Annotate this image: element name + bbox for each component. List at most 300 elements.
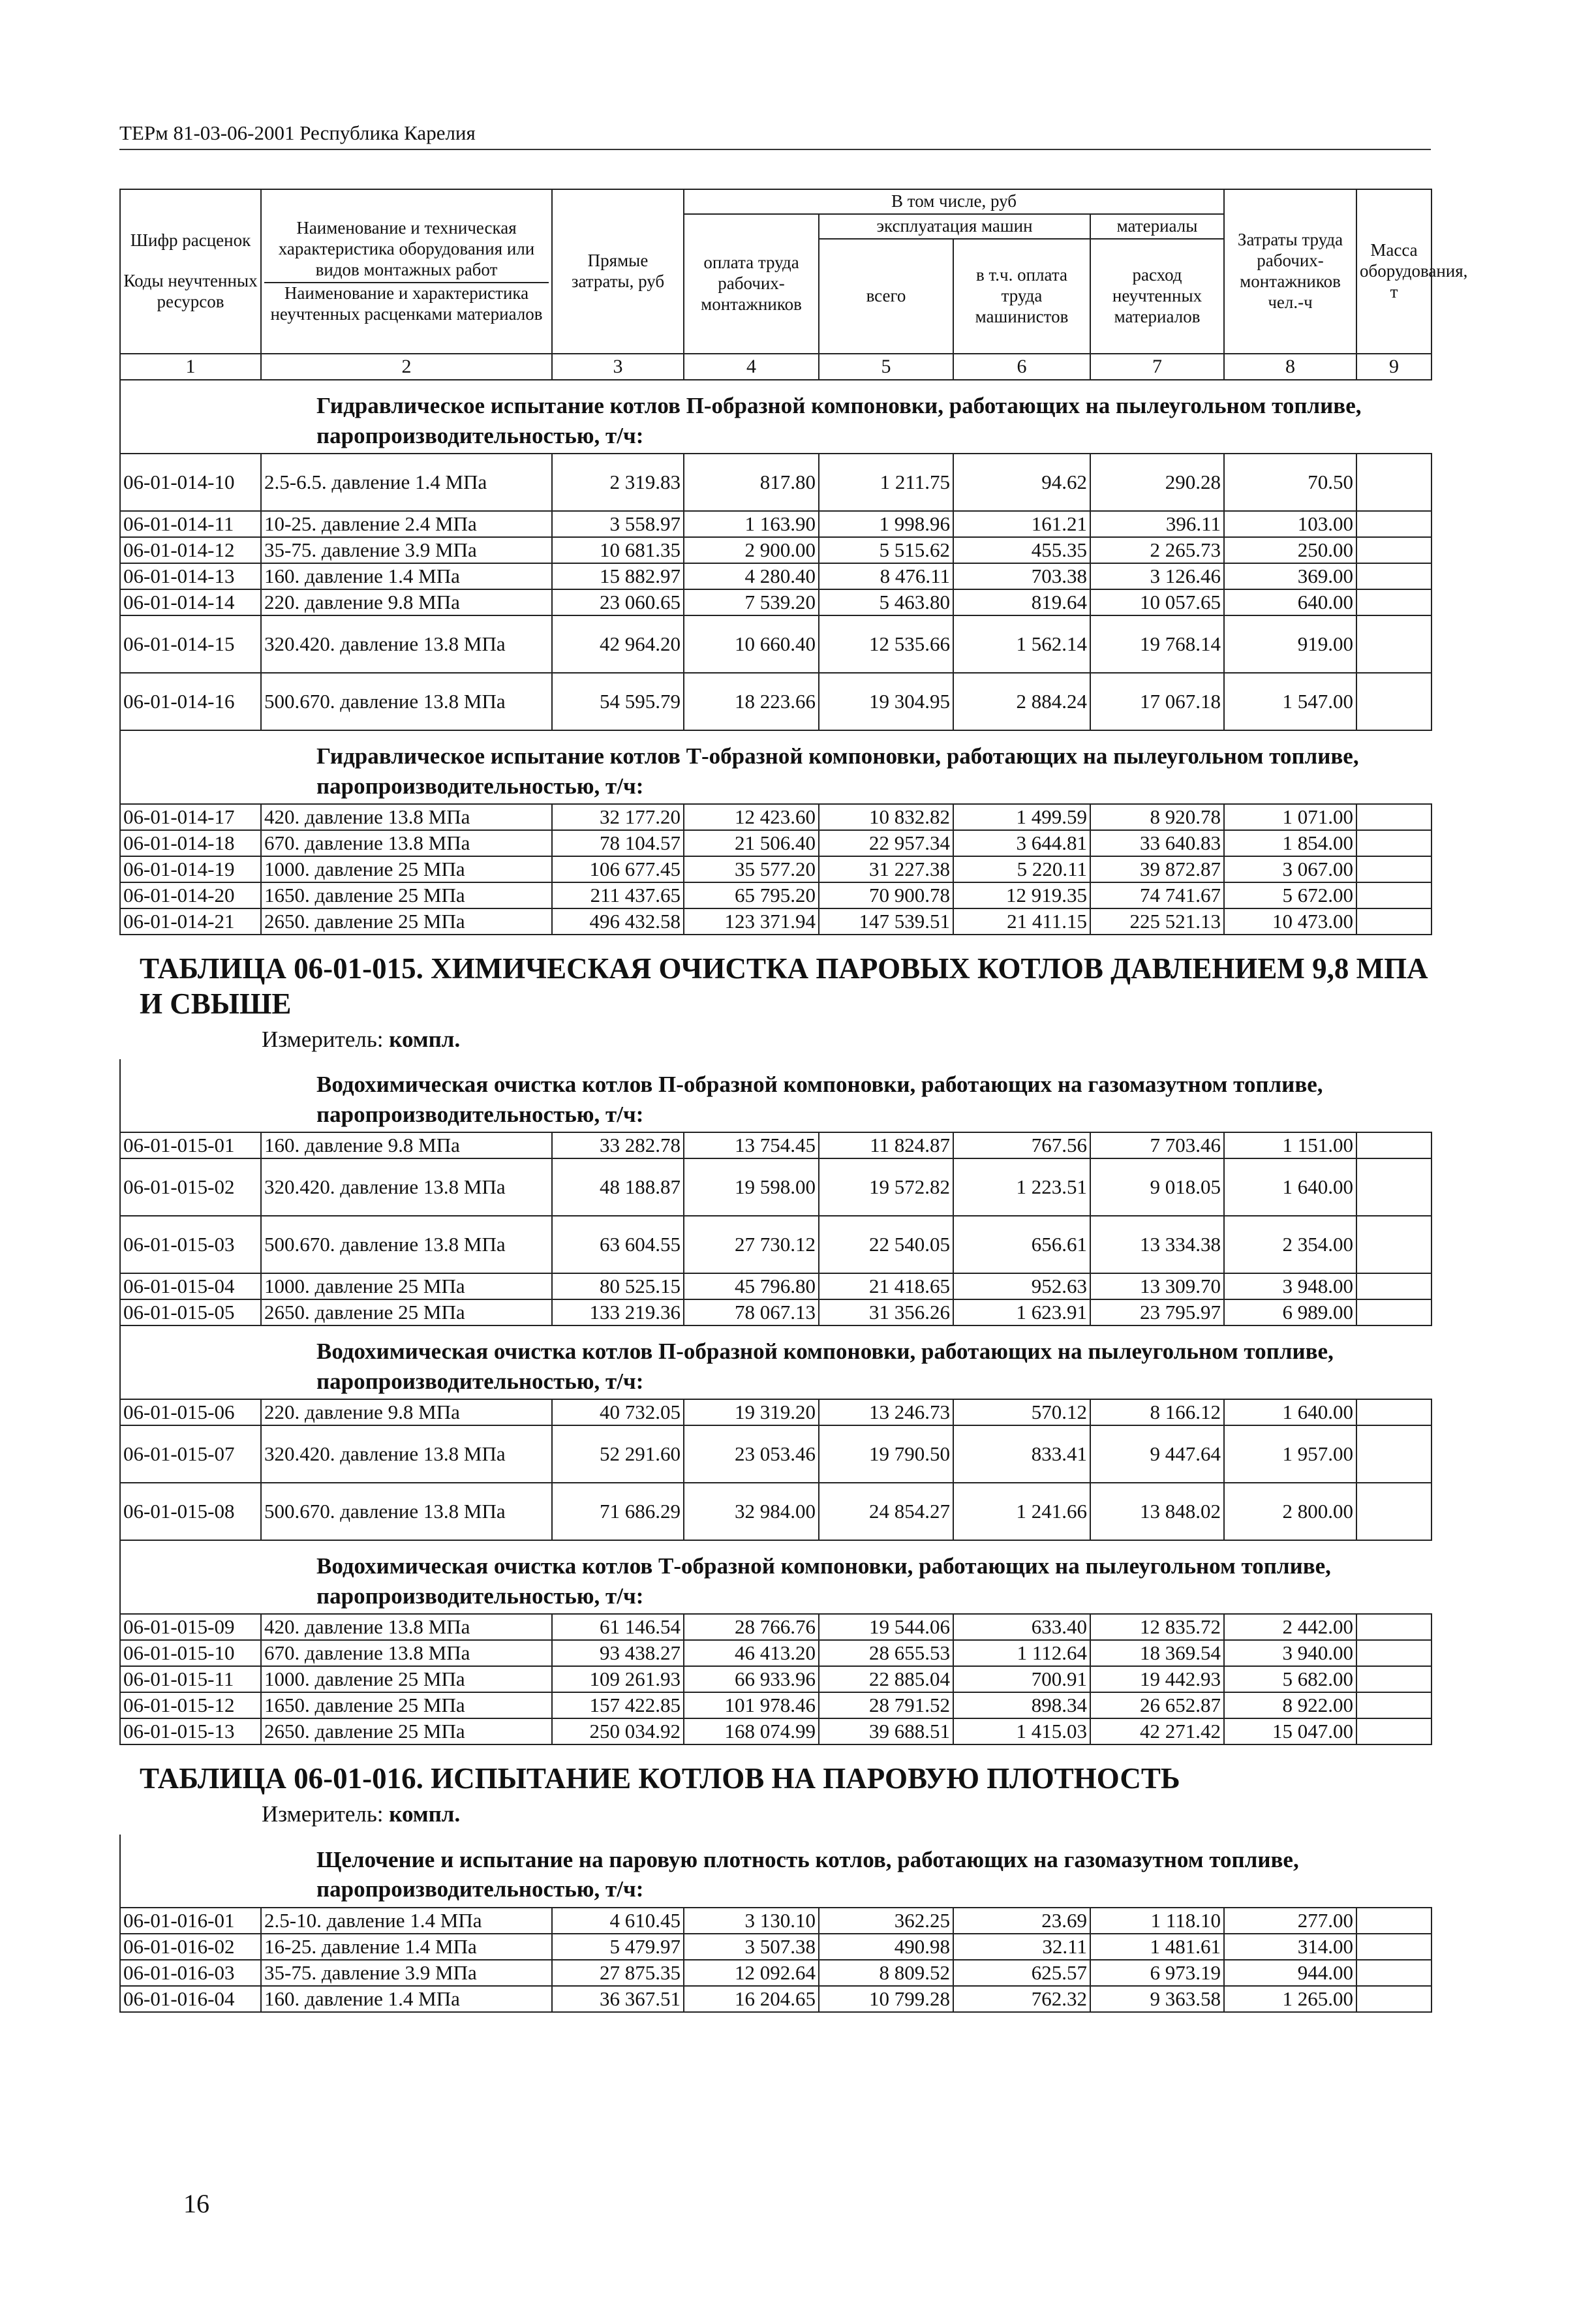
table-title-row bbox=[120, 1744, 1432, 1799]
row-direct-costs: 2 319.83 bbox=[552, 454, 684, 511]
row-name: 420. давление 13.8 МПа bbox=[261, 804, 552, 830]
header-labor-hours: Затраты труда рабочих-монтажников чел.-ч bbox=[1224, 189, 1356, 354]
table-row bbox=[120, 856, 1432, 882]
row-mass bbox=[1356, 1718, 1432, 1744]
row-labor-pay: 10 660.40 bbox=[684, 615, 819, 673]
row-labor-pay: 168 074.99 bbox=[684, 1718, 819, 1744]
row-labor-hours: 15 047.00 bbox=[1224, 1718, 1356, 1744]
row-operators-pay: 1 562.14 bbox=[953, 615, 1090, 673]
row-machines-total: 39 688.51 bbox=[819, 1718, 953, 1744]
row-direct-costs: 40 732.05 bbox=[552, 1399, 684, 1425]
row-labor-pay: 1 163.90 bbox=[684, 511, 819, 537]
row-direct-costs: 93 438.27 bbox=[552, 1640, 684, 1666]
row-direct-costs: 23 060.65 bbox=[552, 589, 684, 615]
row-mass bbox=[1356, 589, 1432, 615]
row-materials: 9 447.64 bbox=[1090, 1425, 1224, 1483]
row-labor-hours: 2 442.00 bbox=[1224, 1614, 1356, 1640]
column-number: 4 bbox=[684, 354, 819, 380]
row-direct-costs: 54 595.79 bbox=[552, 673, 684, 730]
table-title-cell bbox=[120, 1744, 1432, 1799]
column-number: 2 bbox=[261, 354, 552, 380]
row-materials: 3 126.46 bbox=[1090, 563, 1224, 589]
row-materials: 396.11 bbox=[1090, 511, 1224, 537]
row-materials: 13 334.38 bbox=[1090, 1216, 1224, 1273]
row-code: 06-01-014-17 bbox=[120, 804, 261, 830]
row-name: 1650. давление 25 МПа bbox=[261, 882, 552, 908]
table-row bbox=[120, 882, 1432, 908]
row-machines-total: 8 476.11 bbox=[819, 563, 953, 589]
row-labor-pay: 19 598.00 bbox=[684, 1158, 819, 1216]
table-row bbox=[120, 537, 1432, 563]
row-labor-pay: 817.80 bbox=[684, 454, 819, 511]
section-caption: Водохимическая очистка котлов П-образной компоновки, работающих на газомазутном топливе, паропроизводительностью, т/ч: bbox=[120, 1059, 1432, 1132]
row-machines-total: 19 544.06 bbox=[819, 1614, 953, 1640]
section-caption-row bbox=[120, 1835, 1432, 1908]
row-labor-hours: 1 640.00 bbox=[1224, 1158, 1356, 1216]
row-name: 220. давление 9.8 МПа bbox=[261, 1399, 552, 1425]
row-materials: 6 973.19 bbox=[1090, 1960, 1224, 1986]
row-materials: 1 481.61 bbox=[1090, 1934, 1224, 1960]
row-direct-costs: 109 261.93 bbox=[552, 1666, 684, 1692]
row-labor-pay: 3 130.10 bbox=[684, 1908, 819, 1934]
row-labor-hours: 1 265.00 bbox=[1224, 1986, 1356, 2012]
header-mass: Масса оборудования, т bbox=[1356, 189, 1432, 354]
row-operators-pay: 898.34 bbox=[953, 1692, 1090, 1718]
row-mass bbox=[1356, 1273, 1432, 1299]
row-materials: 33 640.83 bbox=[1090, 830, 1224, 856]
column-number: 3 bbox=[552, 354, 684, 380]
header-col1-top: Шифр расценок bbox=[130, 230, 251, 251]
header-col2-top: Наименование и техническая характеристика оборудования или видов монтажных работ bbox=[264, 218, 549, 283]
row-name: 2650. давление 25 МПа bbox=[261, 1718, 552, 1744]
table-row bbox=[120, 908, 1432, 935]
row-code: 06-01-016-02 bbox=[120, 1934, 261, 1960]
row-direct-costs: 496 432.58 bbox=[552, 908, 684, 935]
section-caption: Гидравлическое испытание котлов Т-образной компоновки, работающих на пылеугольном топливе, паропроизводительностью, т/ч: bbox=[120, 730, 1432, 804]
table-row bbox=[120, 1216, 1432, 1273]
table-row bbox=[120, 1273, 1432, 1299]
row-mass bbox=[1356, 1483, 1432, 1540]
row-name: 220. давление 9.8 МПа bbox=[261, 589, 552, 615]
row-code: 06-01-014-11 bbox=[120, 511, 261, 537]
section-caption-row bbox=[120, 1325, 1432, 1399]
row-name: 500.670. давление 13.8 МПа bbox=[261, 673, 552, 730]
row-labor-hours: 1 640.00 bbox=[1224, 1399, 1356, 1425]
row-direct-costs: 3 558.97 bbox=[552, 511, 684, 537]
row-direct-costs: 78 104.57 bbox=[552, 830, 684, 856]
column-number: 5 bbox=[819, 354, 953, 380]
row-code: 06-01-015-05 bbox=[120, 1299, 261, 1325]
row-mass bbox=[1356, 1132, 1432, 1158]
row-operators-pay: 1 415.03 bbox=[953, 1718, 1090, 1744]
row-mass bbox=[1356, 1425, 1432, 1483]
section-caption: Гидравлическое испытание котлов П-образной компоновки, работающих на пылеугольном топливе, паропроизводительностью, т/ч: bbox=[120, 380, 1432, 454]
row-operators-pay: 455.35 bbox=[953, 537, 1090, 563]
row-materials: 19 768.14 bbox=[1090, 615, 1224, 673]
row-name: 670. давление 13.8 МПа bbox=[261, 1640, 552, 1666]
row-operators-pay: 656.61 bbox=[953, 1216, 1090, 1273]
row-code: 06-01-016-04 bbox=[120, 1986, 261, 2012]
row-operators-pay: 3 644.81 bbox=[953, 830, 1090, 856]
row-operators-pay: 21 411.15 bbox=[953, 908, 1090, 935]
row-labor-hours: 8 922.00 bbox=[1224, 1692, 1356, 1718]
row-machines-total: 10 799.28 bbox=[819, 1986, 953, 2012]
row-machines-total: 31 356.26 bbox=[819, 1299, 953, 1325]
row-operators-pay: 762.32 bbox=[953, 1986, 1090, 2012]
row-labor-pay: 66 933.96 bbox=[684, 1666, 819, 1692]
row-operators-pay: 625.57 bbox=[953, 1960, 1090, 1986]
row-code: 06-01-014-13 bbox=[120, 563, 261, 589]
running-header: ТЕРм 81-03-06-2001 Республика Карелия bbox=[119, 121, 1431, 150]
row-machines-total: 31 227.38 bbox=[819, 856, 953, 882]
row-labor-hours: 1 151.00 bbox=[1224, 1132, 1356, 1158]
row-operators-pay: 819.64 bbox=[953, 589, 1090, 615]
table-row bbox=[120, 1399, 1432, 1425]
row-labor-pay: 12 092.64 bbox=[684, 1960, 819, 1986]
measure-value: компл. bbox=[389, 1027, 461, 1052]
row-name: 670. давление 13.8 МПа bbox=[261, 830, 552, 856]
row-mass bbox=[1356, 1934, 1432, 1960]
row-materials: 7 703.46 bbox=[1090, 1132, 1224, 1158]
row-labor-pay: 28 766.76 bbox=[684, 1614, 819, 1640]
table-body bbox=[120, 380, 1432, 2012]
row-name: 1650. давление 25 МПа bbox=[261, 1692, 552, 1718]
row-direct-costs: 42 964.20 bbox=[552, 615, 684, 673]
column-number: 8 bbox=[1224, 354, 1356, 380]
row-mass bbox=[1356, 908, 1432, 935]
row-direct-costs: 61 146.54 bbox=[552, 1614, 684, 1640]
row-labor-hours: 1 547.00 bbox=[1224, 673, 1356, 730]
row-mass bbox=[1356, 673, 1432, 730]
section-caption: Водохимическая очистка котлов П-образной компоновки, работающих на пылеугольном топливе, паропроизводительностью, т/ч: bbox=[120, 1325, 1432, 1399]
table-row bbox=[120, 1614, 1432, 1640]
row-operators-pay: 833.41 bbox=[953, 1425, 1090, 1483]
table-row bbox=[120, 804, 1432, 830]
table-row bbox=[120, 563, 1432, 589]
section-caption-row bbox=[120, 1059, 1432, 1132]
row-machines-total: 5 515.62 bbox=[819, 537, 953, 563]
header-materials: материалы bbox=[1090, 214, 1224, 239]
row-name: 16-25. давление 1.4 МПа bbox=[261, 1934, 552, 1960]
row-operators-pay: 952.63 bbox=[953, 1273, 1090, 1299]
row-operators-pay: 1 499.59 bbox=[953, 804, 1090, 830]
table-row bbox=[120, 1718, 1432, 1744]
row-direct-costs: 33 282.78 bbox=[552, 1132, 684, 1158]
row-code: 06-01-014-20 bbox=[120, 882, 261, 908]
row-labor-hours: 3 940.00 bbox=[1224, 1640, 1356, 1666]
row-labor-hours: 2 354.00 bbox=[1224, 1216, 1356, 1273]
table-row bbox=[120, 1483, 1432, 1540]
row-labor-hours: 2 800.00 bbox=[1224, 1483, 1356, 1540]
row-mass bbox=[1356, 1666, 1432, 1692]
row-code: 06-01-015-01 bbox=[120, 1132, 261, 1158]
row-mass bbox=[1356, 1692, 1432, 1718]
row-direct-costs: 27 875.35 bbox=[552, 1960, 684, 1986]
row-operators-pay: 633.40 bbox=[953, 1614, 1090, 1640]
row-labor-pay: 12 423.60 bbox=[684, 804, 819, 830]
table-title-row bbox=[120, 935, 1432, 1024]
table-row bbox=[120, 673, 1432, 730]
row-operators-pay: 700.91 bbox=[953, 1666, 1090, 1692]
row-labor-pay: 7 539.20 bbox=[684, 589, 819, 615]
header-col1-bottom: Коды неучтенных ресурсов bbox=[123, 271, 258, 311]
row-name: 1000. давление 25 МПа bbox=[261, 856, 552, 882]
row-machines-total: 8 809.52 bbox=[819, 1960, 953, 1986]
row-mass bbox=[1356, 563, 1432, 589]
table-row bbox=[120, 615, 1432, 673]
row-machines-total: 24 854.27 bbox=[819, 1483, 953, 1540]
measure-label: Измеритель: bbox=[262, 1801, 384, 1827]
row-machines-total: 22 957.34 bbox=[819, 830, 953, 856]
row-code: 06-01-015-07 bbox=[120, 1425, 261, 1483]
row-labor-hours: 369.00 bbox=[1224, 563, 1356, 589]
measure-row bbox=[120, 1799, 1432, 1834]
row-materials: 13 848.02 bbox=[1090, 1483, 1224, 1540]
row-mass bbox=[1356, 1399, 1432, 1425]
row-machines-total: 28 791.52 bbox=[819, 1692, 953, 1718]
row-name: 160. давление 9.8 МПа bbox=[261, 1132, 552, 1158]
row-direct-costs: 36 367.51 bbox=[552, 1986, 684, 2012]
column-number: 9 bbox=[1356, 354, 1432, 380]
row-mass bbox=[1356, 1299, 1432, 1325]
column-number: 1 bbox=[120, 354, 261, 380]
row-machines-total: 19 790.50 bbox=[819, 1425, 953, 1483]
page-number: 16 bbox=[183, 2189, 209, 2218]
row-direct-costs: 52 291.60 bbox=[552, 1425, 684, 1483]
row-direct-costs: 106 677.45 bbox=[552, 856, 684, 882]
row-materials: 13 309.70 bbox=[1090, 1273, 1224, 1299]
row-labor-pay: 3 507.38 bbox=[684, 1934, 819, 1960]
row-labor-pay: 46 413.20 bbox=[684, 1640, 819, 1666]
row-labor-hours: 6 989.00 bbox=[1224, 1299, 1356, 1325]
row-machines-total: 5 463.80 bbox=[819, 589, 953, 615]
table-row bbox=[120, 1986, 1432, 2012]
row-code: 06-01-014-15 bbox=[120, 615, 261, 673]
column-numbers-row bbox=[120, 354, 1432, 380]
row-materials: 17 067.18 bbox=[1090, 673, 1224, 730]
header-machines-total: всего bbox=[819, 239, 953, 354]
row-mass bbox=[1356, 1216, 1432, 1273]
row-code: 06-01-015-04 bbox=[120, 1273, 261, 1299]
row-mass bbox=[1356, 1986, 1432, 2012]
row-labor-hours: 919.00 bbox=[1224, 615, 1356, 673]
row-labor-pay: 2 900.00 bbox=[684, 537, 819, 563]
row-labor-hours: 3 948.00 bbox=[1224, 1273, 1356, 1299]
table-row bbox=[120, 1960, 1432, 1986]
row-code: 06-01-015-12 bbox=[120, 1692, 261, 1718]
row-labor-hours: 314.00 bbox=[1224, 1934, 1356, 1960]
row-mass bbox=[1356, 804, 1432, 830]
row-machines-total: 70 900.78 bbox=[819, 882, 953, 908]
section-caption: Щелочение и испытание на паровую плотность котлов, работающих на газомазутном топливе, паропроизводительностью, т/ч: bbox=[120, 1835, 1432, 1908]
row-direct-costs: 48 188.87 bbox=[552, 1158, 684, 1216]
row-operators-pay: 767.56 bbox=[953, 1132, 1090, 1158]
row-operators-pay: 1 241.66 bbox=[953, 1483, 1090, 1540]
row-machines-total: 1 998.96 bbox=[819, 511, 953, 537]
table-title: ТАБЛИЦА 06-01-015. ХИМИЧЕСКАЯ ОЧИСТКА ПАРОВЫХ КОТЛОВ ДАВЛЕНИЕМ 9,8 МПА И СВЫШЕ bbox=[140, 952, 1428, 1020]
row-labor-hours: 250.00 bbox=[1224, 537, 1356, 563]
row-machines-total: 147 539.51 bbox=[819, 908, 953, 935]
row-code: 06-01-014-16 bbox=[120, 673, 261, 730]
row-name: 160. давление 1.4 МПа bbox=[261, 1986, 552, 2012]
row-name: 2.5-6.5. давление 1.4 МПа bbox=[261, 454, 552, 511]
row-materials: 8 920.78 bbox=[1090, 804, 1224, 830]
row-code: 06-01-014-19 bbox=[120, 856, 261, 882]
row-labor-pay: 101 978.46 bbox=[684, 1692, 819, 1718]
table-header bbox=[120, 189, 1468, 380]
row-labor-pay: 65 795.20 bbox=[684, 882, 819, 908]
row-machines-total: 21 418.65 bbox=[819, 1273, 953, 1299]
row-labor-pay: 18 223.66 bbox=[684, 673, 819, 730]
row-mass bbox=[1356, 882, 1432, 908]
header-unaccounted-materials: расход неучтенных материалов bbox=[1090, 239, 1224, 354]
row-materials: 42 271.42 bbox=[1090, 1718, 1224, 1744]
row-code: 06-01-015-11 bbox=[120, 1666, 261, 1692]
table-title: ТАБЛИЦА 06-01-016. ИСПЫТАНИЕ КОТЛОВ НА ПАРОВУЮ ПЛОТНОСТЬ bbox=[140, 1762, 1180, 1795]
row-mass bbox=[1356, 1614, 1432, 1640]
row-materials: 225 521.13 bbox=[1090, 908, 1224, 935]
row-materials: 2 265.73 bbox=[1090, 537, 1224, 563]
row-labor-pay: 32 984.00 bbox=[684, 1483, 819, 1540]
row-labor-hours: 277.00 bbox=[1224, 1908, 1356, 1934]
measure-label: Измеритель: bbox=[262, 1027, 384, 1052]
row-name: 2.5-10. давление 1.4 МПа bbox=[261, 1908, 552, 1934]
row-mass bbox=[1356, 1960, 1432, 1986]
row-name: 35-75. давление 3.9 МПа bbox=[261, 1960, 552, 1986]
row-name: 1000. давление 25 МПа bbox=[261, 1273, 552, 1299]
table-row bbox=[120, 1158, 1432, 1216]
row-materials: 8 166.12 bbox=[1090, 1399, 1224, 1425]
row-machines-total: 13 246.73 bbox=[819, 1399, 953, 1425]
row-code: 06-01-015-08 bbox=[120, 1483, 261, 1540]
row-materials: 26 652.87 bbox=[1090, 1692, 1224, 1718]
row-labor-hours: 103.00 bbox=[1224, 511, 1356, 537]
row-labor-hours: 10 473.00 bbox=[1224, 908, 1356, 935]
row-operators-pay: 23.69 bbox=[953, 1908, 1090, 1934]
row-name: 500.670. давление 13.8 МПа bbox=[261, 1216, 552, 1273]
row-materials: 9 363.58 bbox=[1090, 1986, 1224, 2012]
row-name: 2650. давление 25 МПа bbox=[261, 908, 552, 935]
table-row bbox=[120, 1640, 1432, 1666]
row-operators-pay: 12 919.35 bbox=[953, 882, 1090, 908]
row-machines-total: 362.25 bbox=[819, 1908, 953, 1934]
row-operators-pay: 703.38 bbox=[953, 563, 1090, 589]
row-code: 06-01-015-02 bbox=[120, 1158, 261, 1216]
row-labor-pay: 78 067.13 bbox=[684, 1299, 819, 1325]
header-machines: эксплуатация машин bbox=[819, 214, 1090, 239]
row-code: 06-01-016-03 bbox=[120, 1960, 261, 1986]
table-row bbox=[120, 1908, 1432, 1934]
row-mass bbox=[1356, 615, 1432, 673]
row-machines-total: 1 211.75 bbox=[819, 454, 953, 511]
row-labor-hours: 1 854.00 bbox=[1224, 830, 1356, 856]
row-name: 2650. давление 25 МПа bbox=[261, 1299, 552, 1325]
row-operators-pay: 2 884.24 bbox=[953, 673, 1090, 730]
header-name-cell bbox=[261, 189, 552, 354]
row-machines-total: 28 655.53 bbox=[819, 1640, 953, 1666]
section-caption: Водохимическая очистка котлов Т-образной компоновки, работающих на пылеугольном топливе, паропроизводительностью, т/ч: bbox=[120, 1540, 1432, 1614]
row-code: 06-01-014-21 bbox=[120, 908, 261, 935]
row-labor-pay: 4 280.40 bbox=[684, 563, 819, 589]
row-name: 1000. давление 25 МПа bbox=[261, 1666, 552, 1692]
row-name: 500.670. давление 13.8 МПа bbox=[261, 1483, 552, 1540]
header-col2-bottom: Наименование и характеристика неучтенных расценками материалов bbox=[270, 283, 543, 324]
row-machines-total: 19 304.95 bbox=[819, 673, 953, 730]
row-machines-total: 11 824.87 bbox=[819, 1132, 953, 1158]
row-code: 06-01-015-10 bbox=[120, 1640, 261, 1666]
measure-value: компл. bbox=[389, 1801, 461, 1827]
row-direct-costs: 32 177.20 bbox=[552, 804, 684, 830]
row-materials: 74 741.67 bbox=[1090, 882, 1224, 908]
row-materials: 19 442.93 bbox=[1090, 1666, 1224, 1692]
row-mass bbox=[1356, 856, 1432, 882]
row-direct-costs: 71 686.29 bbox=[552, 1483, 684, 1540]
row-materials: 23 795.97 bbox=[1090, 1299, 1224, 1325]
table-row bbox=[120, 1299, 1432, 1325]
row-machines-total: 19 572.82 bbox=[819, 1158, 953, 1216]
row-operators-pay: 1 623.91 bbox=[953, 1299, 1090, 1325]
row-machines-total: 22 885.04 bbox=[819, 1666, 953, 1692]
column-number: 6 bbox=[953, 354, 1090, 380]
section-caption-row bbox=[120, 380, 1432, 454]
rates-table bbox=[119, 189, 1468, 2013]
row-labor-hours: 5 672.00 bbox=[1224, 882, 1356, 908]
row-direct-costs: 157 422.85 bbox=[552, 1692, 684, 1718]
row-labor-hours: 640.00 bbox=[1224, 589, 1356, 615]
row-mass bbox=[1356, 1640, 1432, 1666]
header-operators-pay: в т.ч. оплата труда машинистов bbox=[953, 239, 1090, 354]
measure-cell bbox=[120, 1799, 1432, 1834]
row-operators-pay: 94.62 bbox=[953, 454, 1090, 511]
row-name: 160. давление 1.4 МПа bbox=[261, 563, 552, 589]
header-code-cell bbox=[120, 189, 261, 354]
row-name: 320.420. давление 13.8 МПа bbox=[261, 1425, 552, 1483]
measure-row bbox=[120, 1024, 1432, 1059]
row-direct-costs: 5 479.97 bbox=[552, 1934, 684, 1960]
row-machines-total: 490.98 bbox=[819, 1934, 953, 1960]
header-labor-pay: оплата труда рабочих-монтажников bbox=[684, 214, 819, 354]
table-row bbox=[120, 511, 1432, 537]
row-materials: 1 118.10 bbox=[1090, 1908, 1224, 1934]
row-labor-pay: 23 053.46 bbox=[684, 1425, 819, 1483]
row-direct-costs: 10 681.35 bbox=[552, 537, 684, 563]
row-name: 35-75. давление 3.9 МПа bbox=[261, 537, 552, 563]
measure-cell bbox=[120, 1024, 1432, 1059]
row-direct-costs: 133 219.36 bbox=[552, 1299, 684, 1325]
row-materials: 9 018.05 bbox=[1090, 1158, 1224, 1216]
row-labor-pay: 21 506.40 bbox=[684, 830, 819, 856]
table-row bbox=[120, 1132, 1432, 1158]
row-labor-hours: 1 957.00 bbox=[1224, 1425, 1356, 1483]
table-row bbox=[120, 1425, 1432, 1483]
row-code: 06-01-014-14 bbox=[120, 589, 261, 615]
table-row bbox=[120, 454, 1432, 511]
row-labor-hours: 1 071.00 bbox=[1224, 804, 1356, 830]
row-mass bbox=[1356, 1158, 1432, 1216]
row-code: 06-01-015-06 bbox=[120, 1399, 261, 1425]
row-labor-hours: 944.00 bbox=[1224, 1960, 1356, 1986]
row-labor-pay: 19 319.20 bbox=[684, 1399, 819, 1425]
table-title-cell bbox=[120, 935, 1432, 1024]
row-operators-pay: 1 112.64 bbox=[953, 1640, 1090, 1666]
row-name: 10-25. давление 2.4 МПа bbox=[261, 511, 552, 537]
table-row bbox=[120, 1692, 1432, 1718]
row-machines-total: 10 832.82 bbox=[819, 804, 953, 830]
row-code: 06-01-014-18 bbox=[120, 830, 261, 856]
row-direct-costs: 63 604.55 bbox=[552, 1216, 684, 1273]
row-name: 320.420. давление 13.8 МПа bbox=[261, 1158, 552, 1216]
row-direct-costs: 4 610.45 bbox=[552, 1908, 684, 1934]
